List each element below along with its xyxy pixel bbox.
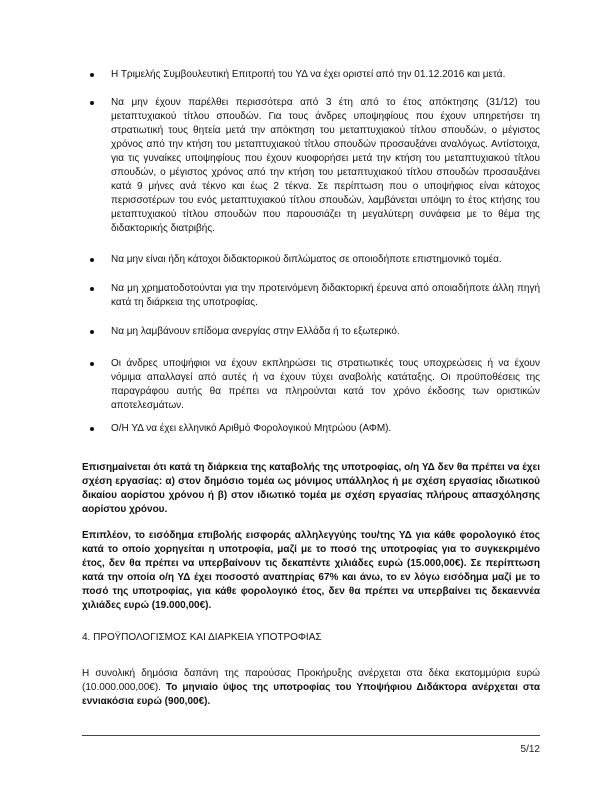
bullet-icon bbox=[90, 362, 94, 366]
bullet-icon bbox=[90, 330, 94, 334]
bullet-icon bbox=[90, 73, 94, 77]
bullet-icon bbox=[90, 287, 94, 291]
footer-divider bbox=[82, 735, 540, 736]
employment-notice: Επισημαίνεται ότι κατά τη διάρκεια της καταβολής της υποτροφίας, ο/η ΥΔ δεν θα πρέπει να έχει σχέση εργασίας: α) στον δημόσιο τομέα ως μόνιμος υπάλληλος ή με σχέση εργασίας ιδιωτικού δικαίου αορίστου χρόνου ή β) στον ιδιωτικό τομέα με σχέση εργασίας πλήρους απασχόλησης αορίστου χρόνου. bbox=[82, 462, 540, 515]
list-item bbox=[82, 253, 540, 267]
list-item-text: Να μην έχουν παρέλθει περισσότερα από 3 έτη από το έτος απόκτησης (31/12) του μεταπτυχιακού τίτλου σπουδών. Για τους άνδρες υποψηφίους που έχουν υπηρετήσει τη στρατιωτική τους θητεία μετά την απόκτηση του μεταπτυχιακού τίτλου σπουδών, ο μέγιστος χρόνος από την κτήση του μεταπτυχιακού τίτλου σπουδών προσαυξάνει αναλόγως. Αντίστοιχα, για τις γυναίκες υποψηφίους που έχουν κυοφορήσει μετά την κτήση του μεταπτυχιακού τίτλου σπουδών, ο μέγιστος χρόνος από την κτήση του μεταπτυχιακού τίτλου σπουδών προσαυξάνει κατά 9 μήνες ανά τέκνο και έως 2 τέκνα. Σε περίπτωση που ο υποψήφιος είναι κάτοχος περισσοτέρων του ενός μεταπτυχιακού τίτλου σπουδών, λαμβάνεται υπόψη το έτος κτήσης του μεταπτυχιακού τίτλου σπουδών που παρουσιάζει τη μεγαλύτερη συνάφεια με το θέμα της διδακτορικής διατριβής. bbox=[111, 97, 540, 234]
list-item bbox=[82, 282, 540, 310]
list-item-text: Η Τριμελής Συμβουλευτική Επιτροπή του ΥΔ να έχει οριστεί από την 01.12.2016 και μετά. bbox=[111, 69, 506, 80]
bullet-icon bbox=[90, 101, 94, 105]
budget-text: Η συνολική δημόσια δαπάνη της παρούσας Προκήρυξης ανέρχεται στα δέκα εκατομμύρια ευρώ (10.000.000,00€). bbox=[82, 668, 540, 693]
page-number: 5/12 bbox=[520, 744, 540, 755]
list-item-text: Ο/Η ΥΔ να έχει ελληνικό Αριθμό Φορολογικού Μητρώου (ΑΦΜ). bbox=[111, 423, 392, 434]
eligibility-list bbox=[82, 68, 540, 436]
list-item-text: Να μη χρηματοδοτούνται για την προτεινόμενη διδακτορική έρευνα από οποιαδήποτε άλλη πηγή κατά τη διάρκεια της υποτροφίας. bbox=[111, 283, 540, 308]
list-item-text: Να μην είναι ήδη κάτοχοι διδακτορικού διπλώματος σε οποιοδήποτε επιστημονικό τομέα. bbox=[111, 254, 502, 265]
budget-paragraph bbox=[82, 667, 540, 709]
income-notice: Επιπλέον, το εισόδημα επιβολής εισφοράς αλληλεγγύης του/της ΥΔ για κάθε φορολογικό έτος κατά το οποίο χορηγείται η υποτροφία, μαζί με το ποσό της υποτροφίας για το συγκεκριμένο έτος, δεν θα πρέπει να υπερβαίνουν τις δεκαπέντε χιλιάδες ευρώ (15.000,00€). Σε περίπτωση κατά την οποία ο/η ΥΔ έχει ποσοστό αναπηρίας 67% και άνω, το εν λόγω εισόδημα μαζί με το ποσό της υποτροφίας, για κάθε φορολογικό έτος, δεν θα πρέπει να υπερβαίνει τις δεκαεννέα χιλιάδες ευρώ (19.000,00€). bbox=[82, 530, 540, 611]
bullet-icon bbox=[90, 258, 94, 262]
list-item bbox=[82, 357, 540, 413]
section-heading: 4. ΠΡΟΫΠΟΛΟΓΙΣΜΟΣ ΚΑΙ ΔΙΑΡΚΕΙΑ ΥΠΟΤΡΟΦΙΑΣ bbox=[82, 632, 322, 643]
page-content bbox=[82, 68, 540, 719]
list-item-text: Οι άνδρες υποψήφιοι να έχουν εκπληρώσει τις στρατιωτικές τους υποχρεώσεις ή να έχουν νόμιμα απαλλαγεί από αυτές ή να έχουν τύχει αναβολής κατάταξης. Οι προϋποθέσεις της παραγράφου αυτής θα πρέπει να πληρούνται κατά τον χρόνο έκδοσης των οριστικών αποτελεσμάτων. bbox=[111, 358, 540, 411]
bullet-icon bbox=[90, 427, 94, 431]
list-item bbox=[82, 422, 540, 436]
list-item bbox=[82, 96, 540, 236]
list-item bbox=[82, 325, 540, 339]
list-item-text: Να μη λαμβάνουν επίδομα ανεργίας στην Ελλάδα ή το εξωτερικό. bbox=[111, 326, 400, 337]
list-item bbox=[82, 68, 540, 82]
monthly-amount-text: Το μηνιαίο ύψος της υποτροφίας του Υποψήφιου Διδάκτορα ανέρχεται στα εννιακόσια ευρώ (900,00€). bbox=[82, 682, 540, 707]
